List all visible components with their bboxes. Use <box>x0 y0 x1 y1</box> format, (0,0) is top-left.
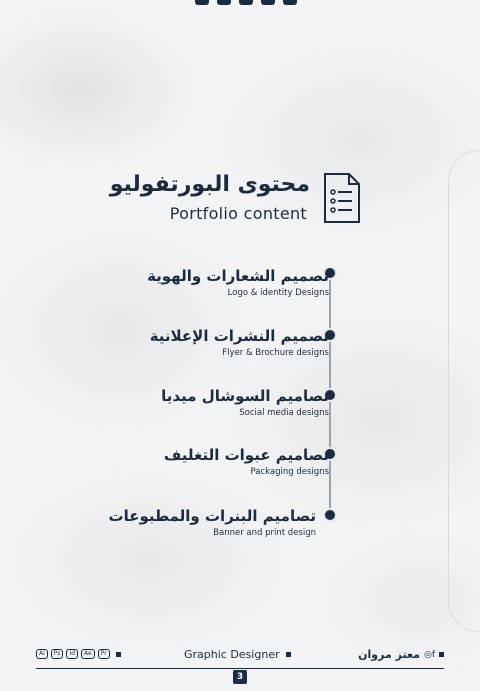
content-item <box>161 387 329 418</box>
separator-square <box>116 652 121 657</box>
item-title-arabic: تصميم الشعارات والهوية <box>147 267 329 285</box>
social-icons: ◎f <box>423 649 435 660</box>
separator-square <box>439 652 444 657</box>
item-title-english: Flyer & Brochure designs <box>222 348 329 358</box>
photoshop-tag: Ps <box>51 649 64 659</box>
title-arabic: محتوى البورتفوليو <box>109 172 310 197</box>
item-title-english: Logo & identity Designs <box>227 288 329 298</box>
item-title-english: Packaging designs <box>250 467 329 477</box>
designer-name: معتز مروان <box>358 648 420 661</box>
illustrator-tag: Ai <box>36 649 48 659</box>
top-tab-marks <box>195 0 297 5</box>
item-title-english: Banner and print design <box>213 528 316 538</box>
timeline-dot <box>325 510 335 520</box>
page-footer <box>36 648 444 664</box>
indesign-tag: Id <box>66 649 78 659</box>
separator-square <box>286 652 291 657</box>
content-item <box>147 267 329 298</box>
content-item <box>164 446 329 477</box>
footer-divider <box>36 668 444 669</box>
section-header <box>0 168 480 228</box>
item-title-arabic: تصميم النشرات الإعلانية <box>149 327 329 345</box>
designer-name-group <box>358 648 444 661</box>
content-item <box>109 507 316 538</box>
page-number: 3 <box>233 670 247 684</box>
role-label-group <box>184 648 291 661</box>
document-list-icon <box>322 172 362 224</box>
after-effects-tag: Ae <box>81 649 95 659</box>
software-tags <box>36 649 121 659</box>
content-item <box>150 327 329 358</box>
item-title-arabic: تصاميم عبوات التغليف <box>163 446 329 464</box>
role-label: Graphic Designer <box>184 648 280 661</box>
premiere-tag: Pr <box>98 649 110 659</box>
item-title-arabic: تصاميم البنرات والمطبوعات <box>108 507 316 525</box>
title-english: Portfolio content <box>169 204 307 223</box>
item-title-arabic: تصاميم السوشال ميديا <box>161 387 329 405</box>
item-title-english: Social media designs <box>239 408 329 418</box>
